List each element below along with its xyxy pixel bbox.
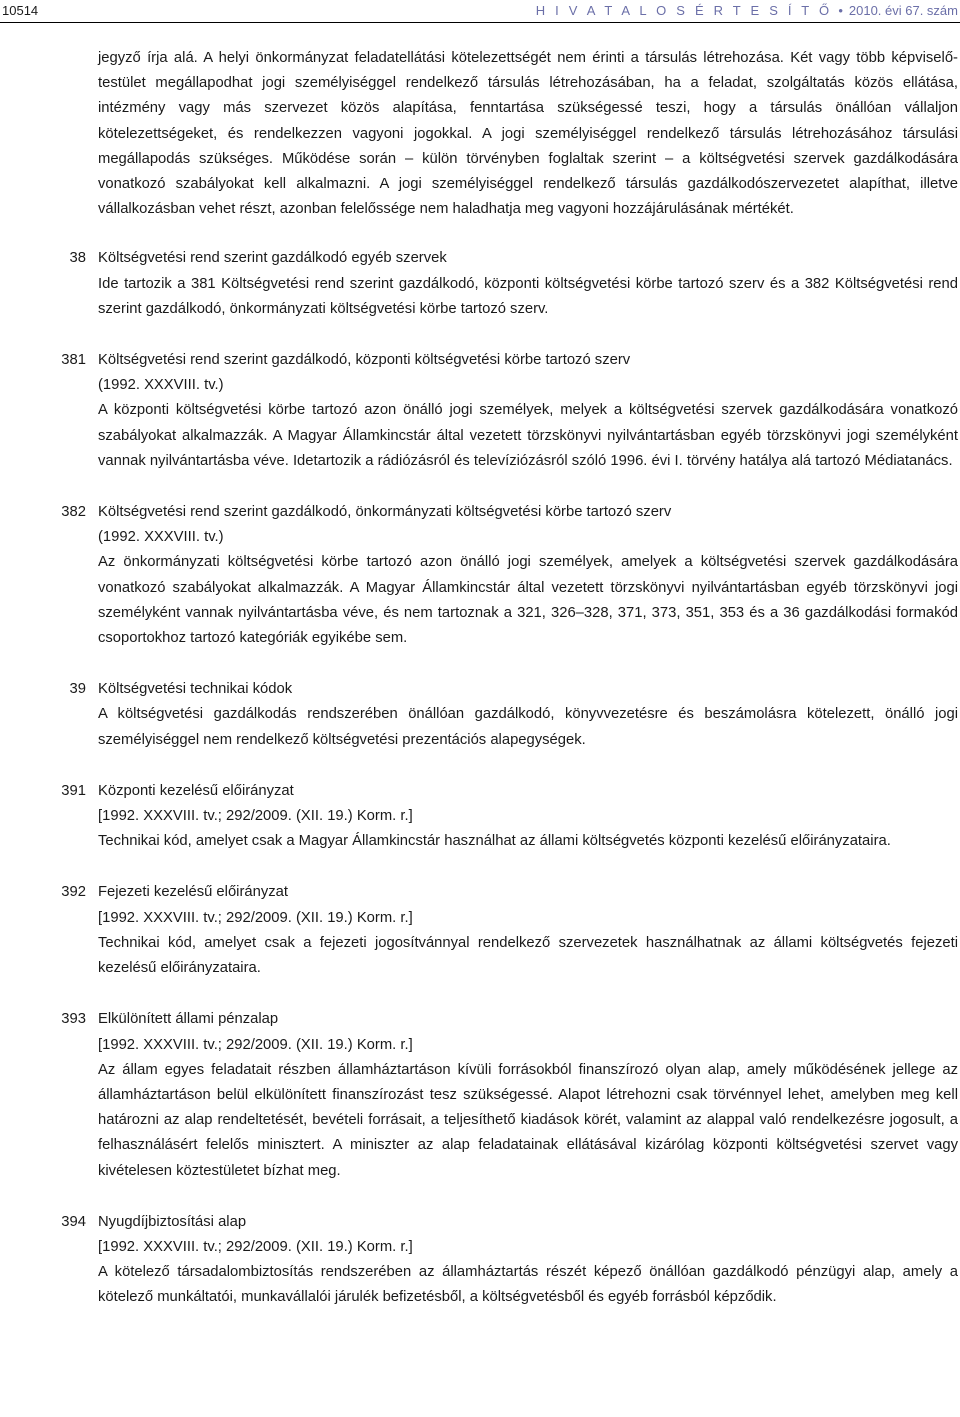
entry-content: [98, 1007, 958, 1183]
entry-code: 392: [61, 884, 86, 901]
entry-394: [0, 1210, 960, 1311]
entry-code: 382: [61, 504, 86, 521]
entry-list: [0, 246, 960, 1310]
entry-content: [98, 1210, 958, 1311]
entry-description: A központi költségvetési körbe tartozó azon önálló jogi személyek, melyek a költségvetési szervek gazdálkodására vonatkozó szabályokat alkalmazzák. A Magyar Államkincstár által vezetett törzskönyvi nyilvántartásban egyéb törzskönyvi jogi személyként vannak nyilvántartásba véve. Idetartozik a rádiózásról és televíziózásról szóló 1996. évi I. törvény hatálya alá tartozó Médiatanács.: [98, 402, 958, 469]
entry-title: Költségvetési rend szerint gazdálkodó egyéb szervek: [98, 250, 447, 267]
entry-content: [98, 677, 958, 753]
entry-content: [98, 779, 958, 855]
entry-description: A kötelező társadalombiztosítás rendszerében az államháztartás részét képező önállóan gazdálkodó pénzügyi alap, amely a kötelező munkáltatói, munkavállalói járulék befizetésből, a költségvetésből és egyéb forrásból képződik.: [98, 1264, 958, 1306]
entry-code: 39: [69, 681, 86, 698]
entry-39: [0, 677, 960, 753]
entry-description: Ide tartozik a 381 Költségvetési rend szerint gazdálkodó, központi költségvetési körbe tartozó szerv és a 382 Költségvetési rend szerint gazdálkodó, önkormányzati költségvetési körbe tartozó szerv.: [98, 275, 958, 317]
page-header: [0, 0, 960, 23]
page-number: 10514: [2, 3, 39, 18]
entry-description: Az állam egyes feladatait részben államháztartáson kívüli forrásokból finanszírozó olyan alap, amely működésének jellege az államháztartáson belül elkülönített finanszírozást tesz szükségessé. Alapot létrehozni csak törvénnyel lehet, amelyben meg kell határozni az alap rendeltetését, bevételi forrásait, a teljesíthető kiadások körét, valamint az alappal való rendelkezésre jogosult, a felhasználásért felelős minisztert. A miniszter az alap feladatainak ellátásával kizárólag központi költségvetési szervet vagy kivételesen köztestületet bízhat meg.: [98, 1061, 958, 1179]
entry-title: Nyugdíjbiztosítási alap: [98, 1213, 247, 1230]
entry-title: Elkülönített állami pénzalap: [98, 1011, 279, 1028]
entry-391: [0, 779, 960, 855]
issue-label: 2010. évi 67. szám: [848, 3, 958, 18]
journal-name: H I V A T A L O S É R T E S Í T Ő: [535, 3, 833, 18]
entry-content: [98, 348, 958, 474]
entry-description: Technikai kód, amelyet csak a fejezeti jogosítvánnyal rendelkező szervezetek használhatnak az állami költségvetés fejezeti kezelésű előirányzataira.: [98, 934, 958, 977]
entry-content: [98, 246, 958, 322]
intro-paragraph: jegyző írja alá. A helyi önkormányzat feladatellátási kötelezettségét nem érinti a társulás létrehozása. Két vagy több képviselő-testület megállapodhat jogi személyiséggel rendelkező társulás létrehozásában, ha a feladat, szolgáltatás közös ellátása, intézmény vagy más szervezet közös alapítása, fenntartása szükségessé teszi, hogy a társulás önállóan vállaljon kötelezettségeket, és rendelkezzen vagyoni jogokkal. A jogi személyiséggel rendelkező társulás létrehozásához társulási megállapodás szükséges. Működése során – külön törvényben foglaltak szerint – a költségvetési szervek gazdálkodására vonatkozó szabályokat kell alkalmazni. A jogi személyiséggel rendelkező társulás gazdálkodószervezetet alapíthat, illetve vállalkozásban vehet részt, azonban felelőssége nem haladhatja meg vagyoni hozzájárulásának mértékét.: [98, 50, 958, 218]
entry-code: 394: [61, 1213, 86, 1230]
entry-legal-reference: [1992. XXXVIII. tv.; 292/2009. (XII. 19.) Korm. r.]: [98, 808, 413, 825]
entry-code: 393: [61, 1011, 86, 1028]
entry-title: Központi kezelésű előirányzat: [98, 782, 294, 799]
entry-description: Az önkormányzati költségvetési körbe tartozó azon önálló jogi személyek, amelyek a költségvetési szervek gazdálkodására vonatkozó szabályokat alkalmazzák. A Magyar Államkincstár által vezetett törzskönyvi nyilvántartásban egyéb törzskönyvi jogi személyként vannak nyilvántartásba véve, és nem tartoznak a 321, 326–328, 371, 373, 351, 353 és a 36 gazdálkodási formakód csoportokhoz tartozó kategóriák egyikébe sem.: [98, 554, 958, 647]
entry-38: [0, 246, 960, 322]
journal-title: [536, 0, 958, 22]
entry-code: 391: [61, 782, 86, 799]
entry-legal-reference: [1992. XXXVIII. tv.; 292/2009. (XII. 19.) Korm. r.]: [98, 1238, 413, 1255]
document-body: [0, 46, 960, 1311]
entry-legal-reference: [1992. XXXVIII. tv.; 292/2009. (XII. 19.) Korm. r.]: [98, 909, 413, 926]
entry-title: Költségvetési rend szerint gazdálkodó, önkormányzati költségvetési körbe tartozó szerv: [98, 504, 672, 521]
entry-content: [98, 500, 958, 651]
entry-title: Költségvetési rend szerint gazdálkodó, központi költségvetési körbe tartozó szerv: [98, 352, 631, 369]
entry-legal-reference: (1992. XXXVIII. tv.): [98, 529, 224, 546]
entry-392: [0, 880, 960, 981]
entry-title: Fejezeti kezelésű előirányzat: [98, 884, 288, 901]
entry-382: [0, 500, 960, 651]
separator-dot-icon: •: [838, 3, 843, 18]
entry-381: [0, 348, 960, 474]
entry-title: Költségvetési technikai kódok: [98, 681, 293, 698]
entry-legal-reference: [1992. XXXVIII. tv.; 292/2009. (XII. 19.) Korm. r.]: [98, 1036, 413, 1053]
entry-code: 38: [69, 250, 86, 267]
entry-code: 381: [61, 352, 86, 369]
entry-legal-reference: (1992. XXXVIII. tv.): [98, 377, 224, 394]
entry-description: A költségvetési gazdálkodás rendszerében önállóan gazdálkodó, könyvvezetésre és beszámolásra kötelezett, önálló jogi személyiséggel nem rendelkező költségvetési prezentációs alapegységek.: [98, 706, 958, 748]
entry-description: Technikai kód, amelyet csak a Magyar Államkincstár használhat az állami költségvetés központi kezelésű előirányzataira.: [98, 833, 891, 850]
entry-content: [98, 880, 958, 981]
entry-393: [0, 1007, 960, 1183]
